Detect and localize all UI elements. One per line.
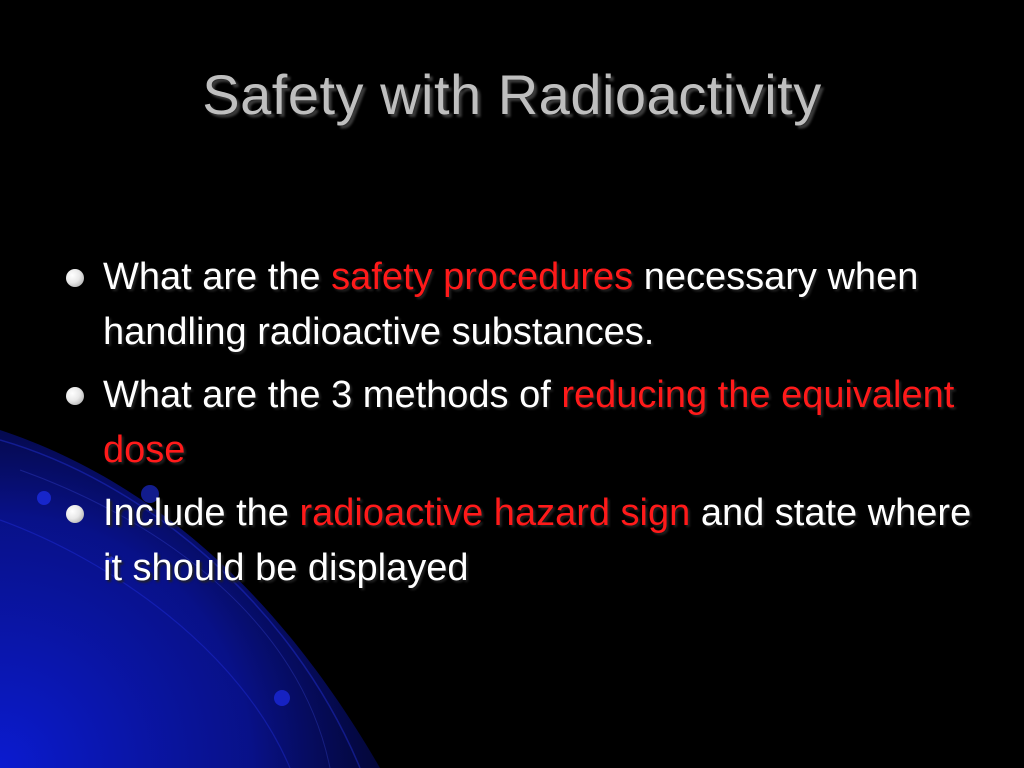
bullet-text: necessary when handling radioactive substances. — [103, 256, 919, 353]
bullet-point-icon — [66, 269, 84, 287]
bullet-text: What are the — [103, 256, 332, 298]
bullet-item-hazard-sign — [62, 486, 982, 596]
bullet-point-icon — [66, 387, 84, 405]
highlight-text: radioactive hazard sign — [299, 492, 691, 534]
highlight-text: safety procedures — [331, 256, 634, 298]
highlight-text: reducing the equivalent dose — [103, 374, 955, 471]
bullet-text: and state where it should be displayed — [103, 492, 972, 589]
bullet-point-icon — [66, 505, 84, 523]
bullet-item-safety-procedures — [62, 250, 982, 360]
bullet-text: What are the 3 methods of — [103, 374, 562, 416]
bullet-list — [62, 250, 982, 604]
slide-title: Safety with Radioactivity — [202, 63, 822, 126]
bullet-item-reducing-dose — [62, 368, 982, 478]
bullet-text: Include the — [103, 492, 300, 534]
